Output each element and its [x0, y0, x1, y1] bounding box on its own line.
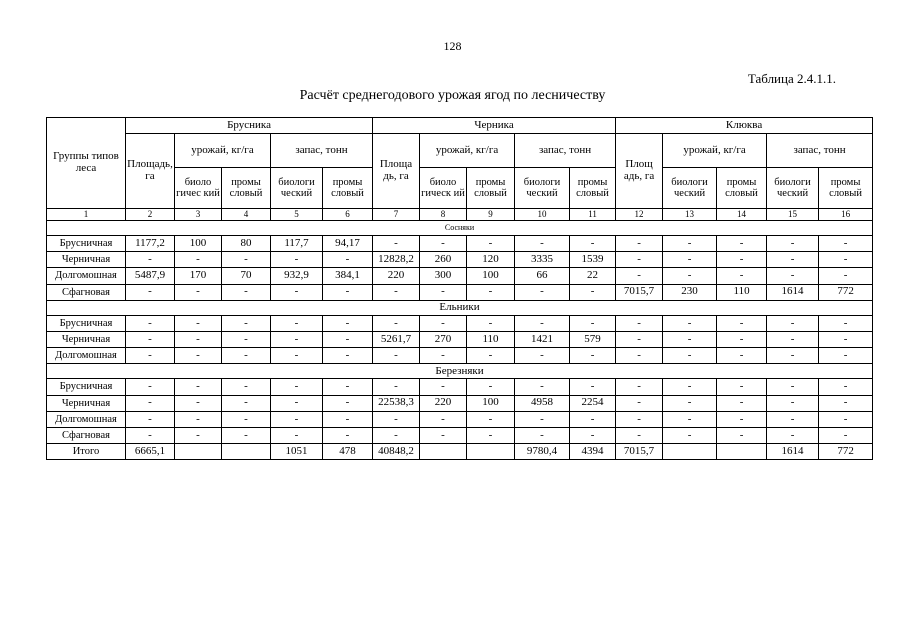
table-cell: 1614	[767, 284, 819, 300]
table-cell: -	[767, 315, 819, 331]
table-cell: 1177,2	[126, 236, 175, 252]
section-title: Ельники	[47, 300, 873, 315]
table-cell: 5261,7	[373, 331, 420, 347]
table-cell: 70	[222, 268, 271, 284]
table-cell: -	[819, 315, 873, 331]
table-cell: -	[175, 284, 222, 300]
table-cell: -	[717, 331, 767, 347]
header-yield-chernika: урожай, кг/га	[420, 134, 515, 168]
table-cell: -	[616, 411, 663, 427]
table-cell: 9780,4	[515, 444, 570, 460]
table-cell: 260	[420, 252, 467, 268]
table-cell: 772	[819, 284, 873, 300]
table-cell: -	[222, 315, 271, 331]
column-number: 5	[271, 209, 323, 221]
column-number-row	[47, 209, 873, 221]
table-cell: -	[570, 379, 616, 395]
table-row	[47, 284, 873, 300]
table-row	[47, 395, 873, 411]
header-stock-chernika: запас, тонн	[515, 134, 616, 168]
table-cell: -	[819, 427, 873, 443]
table-cell: -	[420, 411, 467, 427]
table-row	[47, 331, 873, 347]
table-cell: -	[819, 252, 873, 268]
table-cell: -	[819, 236, 873, 252]
table-row	[47, 379, 873, 395]
table-cell: -	[373, 411, 420, 427]
table-cell: -	[175, 252, 222, 268]
table-cell: -	[570, 348, 616, 364]
column-number: 4	[222, 209, 271, 221]
table-cell: -	[271, 348, 323, 364]
table-cell: 579	[570, 331, 616, 347]
header-ind-yield-brusnika: промы словый	[222, 168, 271, 209]
table-cell: -	[323, 379, 373, 395]
table-cell: -	[126, 331, 175, 347]
table-cell: 270	[420, 331, 467, 347]
table-cell: -	[323, 284, 373, 300]
table-cell: -	[323, 395, 373, 411]
table-cell: 22538,3	[373, 395, 420, 411]
table-cell: -	[515, 236, 570, 252]
table-cell: -	[467, 379, 515, 395]
table-cell: -	[420, 379, 467, 395]
table-cell: -	[420, 315, 467, 331]
table-cell: -	[175, 315, 222, 331]
header-ind-stock-klyukva: промы словый	[819, 168, 873, 209]
column-number: 10	[515, 209, 570, 221]
table-cell	[467, 444, 515, 460]
table-cell: 100	[467, 268, 515, 284]
column-number: 2	[126, 209, 175, 221]
table-cell: -	[616, 252, 663, 268]
berry-yield-table	[46, 117, 873, 460]
table-cell: -	[126, 395, 175, 411]
table-cell: -	[222, 331, 271, 347]
table-cell: -	[570, 411, 616, 427]
header-bio-stock-brusnika: биологи ческий	[271, 168, 323, 209]
table-cell: -	[616, 315, 663, 331]
table-row	[47, 268, 873, 284]
table-cell	[175, 444, 222, 460]
table-cell: -	[663, 268, 717, 284]
table-cell: -	[515, 411, 570, 427]
table-cell: -	[767, 252, 819, 268]
table-cell: -	[222, 427, 271, 443]
table-cell: -	[323, 348, 373, 364]
table-cell: 220	[373, 268, 420, 284]
table-cell: -	[663, 348, 717, 364]
table-cell: -	[570, 284, 616, 300]
header-brusnika: Брусника	[126, 118, 373, 134]
column-number: 15	[767, 209, 819, 221]
table-cell: 1614	[767, 444, 819, 460]
table-cell: -	[663, 252, 717, 268]
table-cell: -	[616, 236, 663, 252]
table-cell: 300	[420, 268, 467, 284]
table-cell: 117,7	[271, 236, 323, 252]
table-cell: -	[616, 331, 663, 347]
table-cell: -	[175, 331, 222, 347]
section-row	[47, 364, 873, 379]
section-row	[47, 300, 873, 315]
table-cell: -	[271, 411, 323, 427]
table-cell: -	[467, 348, 515, 364]
table-cell: 40848,2	[373, 444, 420, 460]
table-cell: -	[616, 427, 663, 443]
total-row	[47, 444, 873, 460]
table-cell: -	[222, 252, 271, 268]
table-cell: -	[515, 315, 570, 331]
table-cell: 1539	[570, 252, 616, 268]
table-cell: 120	[467, 252, 515, 268]
table-cell: -	[767, 379, 819, 395]
table-cell: -	[767, 331, 819, 347]
header-ind-stock-chernika: промы словый	[570, 168, 616, 209]
table-cell: -	[767, 348, 819, 364]
table-cell: -	[222, 348, 271, 364]
page-number: 128	[443, 39, 462, 53]
table-cell: -	[175, 411, 222, 427]
table-cell: -	[420, 236, 467, 252]
table-cell: -	[819, 331, 873, 347]
table-cell: -	[373, 236, 420, 252]
column-number: 14	[717, 209, 767, 221]
table-cell: -	[767, 411, 819, 427]
table-cell: -	[222, 284, 271, 300]
forest-type-label: Черничная	[47, 252, 126, 268]
table-row	[47, 236, 873, 252]
header-ind-stock-brusnika: промы словый	[323, 168, 373, 209]
table-row	[47, 427, 873, 443]
column-number: 7	[373, 209, 420, 221]
table-cell: -	[175, 395, 222, 411]
table-cell: -	[467, 411, 515, 427]
table-cell: -	[175, 427, 222, 443]
table-cell: -	[819, 411, 873, 427]
table-cell: 7015,7	[616, 284, 663, 300]
table-cell: -	[767, 236, 819, 252]
table-cell: -	[271, 252, 323, 268]
table-cell: -	[616, 268, 663, 284]
table-cell: 4394	[570, 444, 616, 460]
header-yield-klyukva: урожай, кг/га	[663, 134, 767, 168]
column-number: 6	[323, 209, 373, 221]
header-bio-yield-brusnika: биоло гичес кий	[175, 168, 222, 209]
table-cell: 478	[323, 444, 373, 460]
table-cell: -	[663, 315, 717, 331]
header-ind-yield-chernika: промы словый	[467, 168, 515, 209]
table-cell: -	[373, 427, 420, 443]
table-row	[47, 315, 873, 331]
table-cell: 772	[819, 444, 873, 460]
forest-type-label: Долгомошная	[47, 268, 126, 284]
table-title: Расчёт среднегодового урожая ягод по лесничеству	[299, 88, 606, 103]
table-cell: -	[717, 315, 767, 331]
table-cell: -	[126, 284, 175, 300]
table-cell: -	[323, 411, 373, 427]
table-cell: 22	[570, 268, 616, 284]
table-cell: -	[717, 427, 767, 443]
table-cell: 170	[175, 268, 222, 284]
column-number: 11	[570, 209, 616, 221]
header-forest-groups: Группы типов леса	[47, 118, 126, 209]
column-number: 16	[819, 209, 873, 221]
header-area-chernika: Площа дь, га	[373, 134, 420, 209]
forest-type-label: Итого	[47, 444, 126, 460]
table-cell: 230	[663, 284, 717, 300]
table-cell: -	[717, 395, 767, 411]
section-title: Березняки	[47, 364, 873, 379]
table-cell: -	[570, 236, 616, 252]
header-ind-yield-klyukva: промы словый	[717, 168, 767, 209]
table-cell: -	[271, 315, 323, 331]
table-cell: -	[663, 379, 717, 395]
header-area-brusnika: Площадь, га	[126, 134, 175, 209]
table-cell: 66	[515, 268, 570, 284]
table-cell: -	[373, 379, 420, 395]
column-number: 12	[616, 209, 663, 221]
table-cell: 12828,2	[373, 252, 420, 268]
table-cell: 6665,1	[126, 444, 175, 460]
table-cell: -	[717, 268, 767, 284]
table-cell: -	[323, 315, 373, 331]
table-cell: 100	[467, 395, 515, 411]
section-title: Сосняки	[47, 221, 873, 236]
table-cell: -	[323, 427, 373, 443]
column-number: 9	[467, 209, 515, 221]
forest-type-label: Сфагновая	[47, 427, 126, 443]
table-cell: -	[663, 331, 717, 347]
header-bio-yield-klyukva: биологи ческий	[663, 168, 717, 209]
table-cell: -	[126, 252, 175, 268]
table-cell: 220	[420, 395, 467, 411]
forest-type-label: Долгомошная	[47, 411, 126, 427]
header-bio-yield-chernika: биоло гическ ий	[420, 168, 467, 209]
table-cell: -	[175, 379, 222, 395]
header-area-klyukva: Площ адь, га	[616, 134, 663, 209]
table-cell: -	[126, 411, 175, 427]
table-cell: -	[663, 395, 717, 411]
column-number: 3	[175, 209, 222, 221]
table-cell: -	[767, 395, 819, 411]
table-cell: -	[515, 379, 570, 395]
table-cell: -	[515, 348, 570, 364]
table-cell: -	[717, 379, 767, 395]
table-cell	[420, 444, 467, 460]
forest-type-label: Брусничная	[47, 236, 126, 252]
column-number: 1	[47, 209, 126, 221]
header-stock-klyukva: запас, тонн	[767, 134, 873, 168]
table-cell	[717, 444, 767, 460]
table-cell: -	[420, 348, 467, 364]
table-cell: -	[570, 315, 616, 331]
table-cell: -	[222, 411, 271, 427]
table-cell: 1051	[271, 444, 323, 460]
forest-type-label: Черничная	[47, 395, 126, 411]
table-cell: -	[663, 236, 717, 252]
table-cell: 5487,9	[126, 268, 175, 284]
table-cell: -	[616, 348, 663, 364]
table-cell: -	[819, 348, 873, 364]
column-number: 8	[420, 209, 467, 221]
table-body	[47, 221, 873, 460]
table-cell: -	[467, 315, 515, 331]
table-row	[47, 252, 873, 268]
table-cell: -	[616, 395, 663, 411]
table-cell: -	[467, 236, 515, 252]
header-chernika: Черника	[373, 118, 616, 134]
table-cell: -	[717, 236, 767, 252]
table-row	[47, 348, 873, 364]
table-cell: -	[271, 331, 323, 347]
table-cell: 384,1	[323, 268, 373, 284]
table-cell: -	[663, 427, 717, 443]
table-cell: -	[420, 284, 467, 300]
table-cell	[222, 444, 271, 460]
table-cell: -	[126, 379, 175, 395]
table-cell: -	[767, 427, 819, 443]
header-bio-stock-klyukva: биологи ческий	[767, 168, 819, 209]
table-cell: -	[271, 395, 323, 411]
column-number: 13	[663, 209, 717, 221]
table-cell: 3335	[515, 252, 570, 268]
table-cell: -	[420, 427, 467, 443]
table-cell	[663, 444, 717, 460]
table-cell: -	[819, 379, 873, 395]
table-cell: 1421	[515, 331, 570, 347]
forest-type-label: Брусничная	[47, 379, 126, 395]
header-stock-brusnika: запас, тонн	[271, 134, 373, 168]
table-cell: -	[767, 268, 819, 284]
table-cell: -	[717, 348, 767, 364]
table-cell: 4958	[515, 395, 570, 411]
table-cell: 7015,7	[616, 444, 663, 460]
table-cell: -	[323, 331, 373, 347]
forest-type-label: Брусничная	[47, 315, 126, 331]
table-cell: -	[222, 379, 271, 395]
table-cell: 80	[222, 236, 271, 252]
forest-type-label: Долгомошная	[47, 348, 126, 364]
header-klyukva: Клюква	[616, 118, 873, 134]
forest-type-label: Сфагновая	[47, 284, 126, 300]
table-cell: 2254	[570, 395, 616, 411]
table-cell: -	[819, 395, 873, 411]
table-cell: -	[271, 379, 323, 395]
table-cell: -	[373, 315, 420, 331]
table-cell: -	[126, 348, 175, 364]
table-cell: -	[467, 427, 515, 443]
table-cell: -	[570, 427, 616, 443]
table-cell: -	[126, 427, 175, 443]
table-cell: 94,17	[323, 236, 373, 252]
table-cell: -	[663, 411, 717, 427]
table-cell: -	[373, 348, 420, 364]
table-cell: -	[126, 315, 175, 331]
table-cell: 110	[717, 284, 767, 300]
section-row	[47, 221, 873, 236]
table-cell: 932,9	[271, 268, 323, 284]
table-row	[47, 411, 873, 427]
table-cell: -	[373, 284, 420, 300]
header-bio-stock-chernika: биологи ческий	[515, 168, 570, 209]
table-cell: -	[819, 268, 873, 284]
table-cell: -	[616, 379, 663, 395]
header-yield-brusnika: урожай, кг/га	[175, 134, 271, 168]
table-cell: -	[717, 252, 767, 268]
table-cell: 110	[467, 331, 515, 347]
table-cell: -	[515, 427, 570, 443]
table-cell: -	[515, 284, 570, 300]
table-cell: -	[222, 395, 271, 411]
table-cell: -	[467, 284, 515, 300]
table-cell: -	[717, 411, 767, 427]
table-cell: -	[271, 427, 323, 443]
table-cell: -	[175, 348, 222, 364]
table-cell: -	[323, 252, 373, 268]
forest-type-label: Черничная	[47, 331, 126, 347]
table-cell: -	[271, 284, 323, 300]
table-cell: 100	[175, 236, 222, 252]
table-number: Таблица 2.4.1.1.	[747, 71, 836, 86]
